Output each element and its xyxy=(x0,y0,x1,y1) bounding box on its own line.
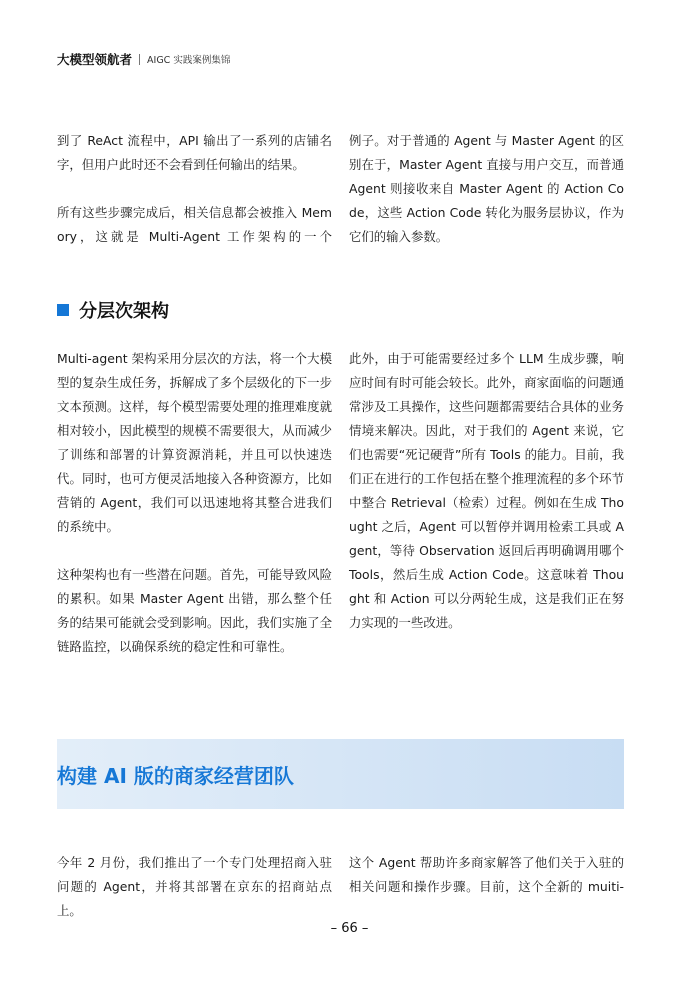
section-marker-icon xyxy=(57,304,69,316)
running-header xyxy=(57,50,230,68)
chapter-left-column xyxy=(57,851,332,923)
paragraph: Multi-agent 架构采用分层次的方法，将一个大模型的复杂生成任务，拆解成了多个层级化的下一步文本预测。这样，每个模型需要处理的推理难度就相对较小，因此模型的规模不需要很大，从而减少了训练和部署的计算资源消耗，并且可以快速迭代。同时，也可方便灵活地接入各种资源方，比如营销的 Agent，我们可以迅速地将其整合进我们的系统中。 xyxy=(57,351,332,534)
paragraph: 所有这些步骤完成后，相关信息都会被推入 Memory，这就是 Multi-Agent 工作架构的一个 xyxy=(57,205,332,244)
top-right-column xyxy=(349,129,624,249)
paragraph: 今年 2 月份，我们推出了一个专门处理招商入驻问题的 Agent，并将其部署在京东的招商站点上。 xyxy=(57,855,332,918)
chapter-banner xyxy=(57,739,624,809)
section-left-column xyxy=(57,347,332,659)
paragraph: 这种架构也有一些潜在问题。首先，可能导致风险的累积。如果 Master Agent 出错，那么整个任务的结果可能就会受到影响。因此，我们实施了全链路监控，以确保系统的稳定性和可靠性。 xyxy=(57,567,332,654)
header-brand: 大模型领航者 xyxy=(57,52,133,67)
paragraph: 例子。对于普通的 Agent 与 Master Agent 的区别在于，Master Agent 直接与用户交互，而普通 Agent 则接收来自 Master Agent 的 Action Code，这些 Action Code 转化为服务层协议，作为它们的输入参数。 xyxy=(349,133,624,244)
chapter-right-column xyxy=(349,851,624,899)
paragraph: 这个 Agent 帮助许多商家解答了他们关于入驻的相关问题和操作步骤。目前，这个全新的 muiti- xyxy=(349,855,624,894)
paragraph: 此外，由于可能需要经过多个 LLM 生成步骤，响应时间有时可能会较长。此外，商家面临的问题通常涉及工具操作，这些问题都需要结合具体的业务情境来解决。因此，对于我们的 Agent 来说，它们也需要“死记硬背”所有 Tools 的能力。目前，我们正在进行的工作包括在整个推理流程的多个环节中整合 Retrieval（检索）过程。例如在生成 Thought 之后，Agent 可以暂停并调用检索工具或 Agent，等待 Observation 返回后再明确调用哪个 Tools，然后生成 Action Code。这意味着 Thought 和 Action 可以分两轮生成，这是我们正在努力实现的一些改进。 xyxy=(349,351,624,630)
section-right-column xyxy=(349,347,624,635)
paragraph: 到了 ReAct 流程中，API 输出了一系列的店铺名字，但用户此时还不会看到任何输出的结果。 xyxy=(57,133,332,172)
section-heading xyxy=(57,297,169,323)
top-left-column xyxy=(57,129,332,249)
header-subtitle: AIGC 实践案例集锦 xyxy=(147,55,231,66)
header-divider xyxy=(139,54,140,65)
chapter-title: 构建 AI 版的商家经营团队 xyxy=(57,763,294,788)
page-number: – 66 – xyxy=(330,921,369,936)
section-title: 分层次架构 xyxy=(79,301,169,322)
